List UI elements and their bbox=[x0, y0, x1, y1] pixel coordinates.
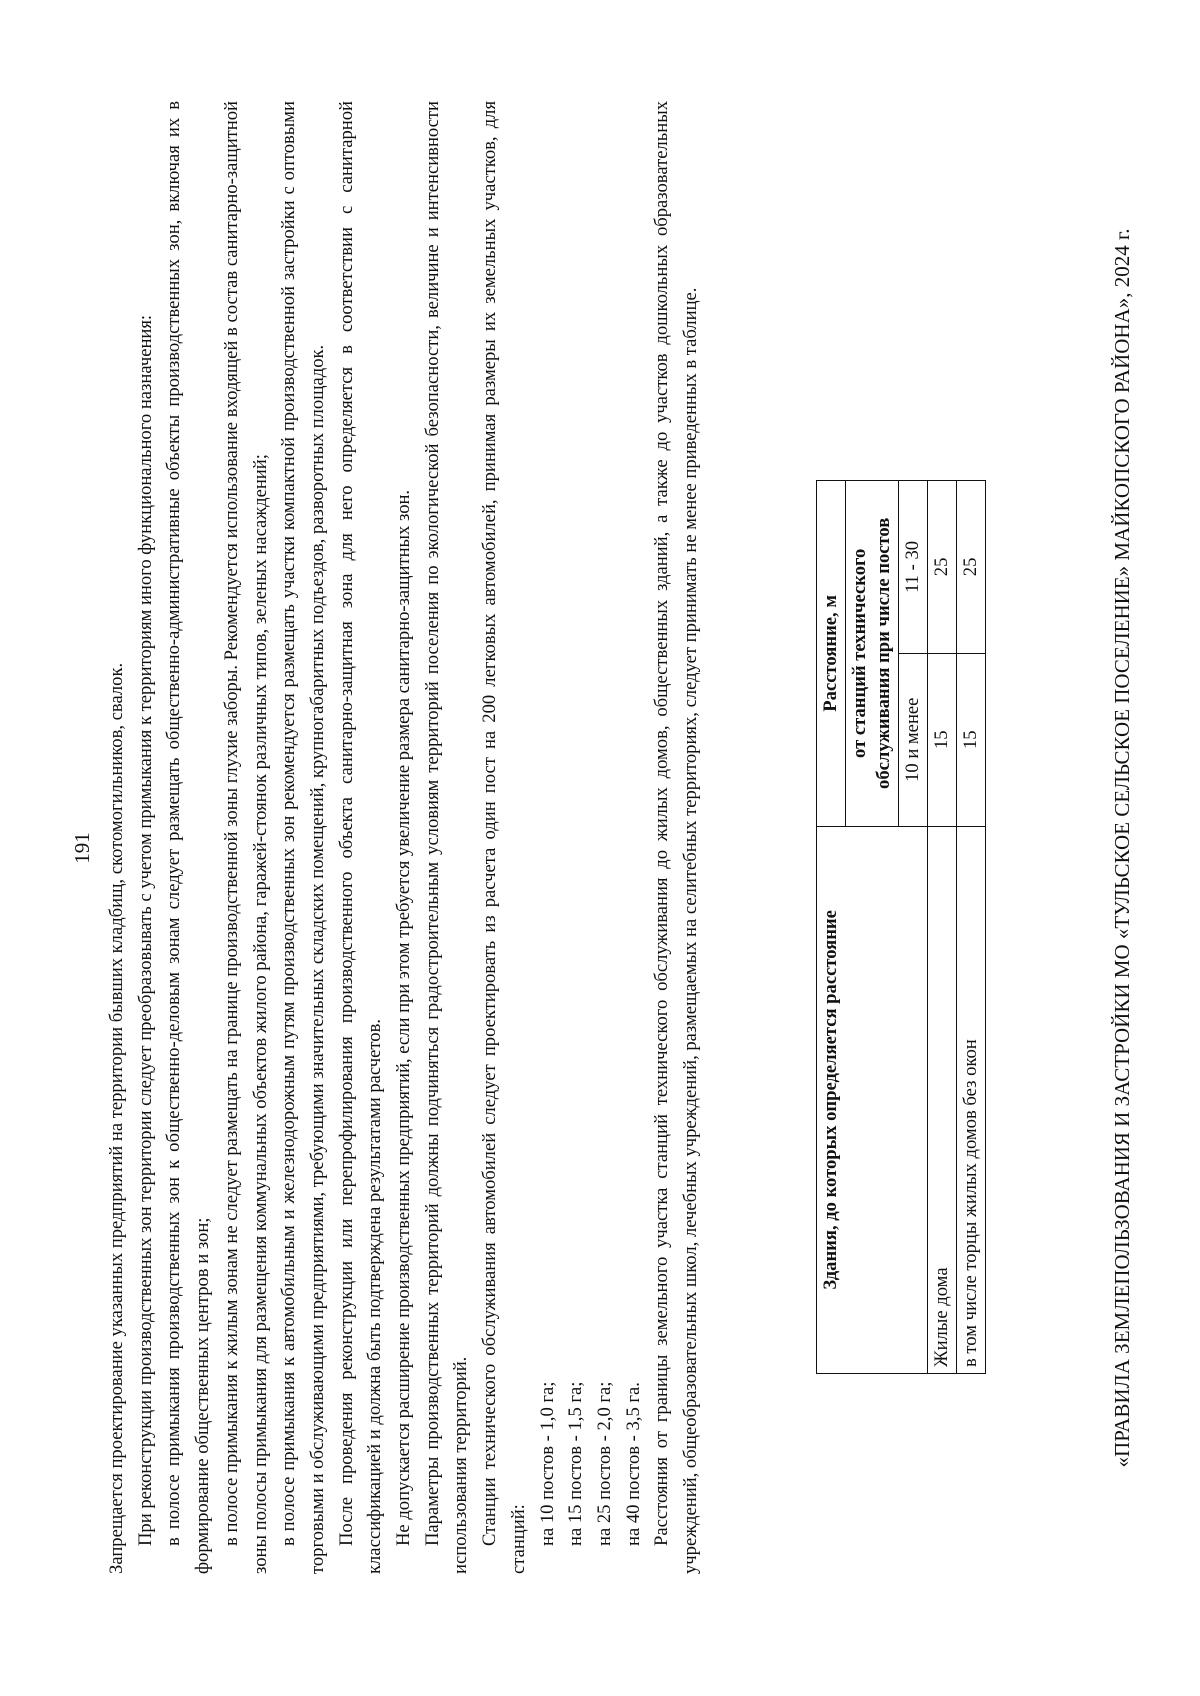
distance-table bbox=[816, 480, 986, 1374]
paragraph: После проведения реконструкции или перепрофилирования производственного объекта санитарно-защитная зона для него определяется в соответствии с санитарной классификацией и должна быть подтверждена результатами расчетов. bbox=[335, 101, 386, 1574]
table-row bbox=[928, 481, 957, 1374]
table-row bbox=[957, 481, 986, 1374]
paragraph: Расстояния от границы земельного участка станций технического обслуживания до жилых домов, общественных зданий, а также до участков дошкольных образовательных учреждений, общеобразовательных школ, лечебных учреждений, размещаемых на селитебных территориях, следует принимать не менее приведенных в таблице. bbox=[651, 101, 702, 1574]
paragraph: Станции технического обслуживания автомобилей следует проектировать из расчета один пост на 200 легковых автомобилей, принимая размеры их земельных участков, для станций: bbox=[479, 101, 529, 1574]
table-header-sub: от станций технического обслуживания при числе постов bbox=[846, 481, 899, 827]
table-cell: Жилые дома bbox=[928, 826, 957, 1373]
table-header-buildings: Здания, до которых определяется расстояние bbox=[817, 826, 928, 1373]
list-item: на 10 постов - 1,0 га; bbox=[536, 1381, 558, 1546]
table-header-11-30: 11 - 30 bbox=[899, 481, 928, 654]
paragraph: Запрещается проектирование указанных предприятий на территории бывших кладбищ, скотомогильников, свалок. bbox=[106, 662, 127, 1574]
table-cell: 25 bbox=[928, 481, 957, 654]
document-body bbox=[103, 101, 706, 1574]
table-header-10: 10 и менее bbox=[899, 653, 928, 826]
list-item: на 25 постов - 2,0 га; bbox=[593, 1381, 615, 1546]
paragraph: в полосе примыкания производственных зон к общественно-деловым зонам следует размещать общественно-административные объекты производственных зон, включая их в формирование общественных центров и зон; bbox=[163, 101, 214, 1574]
paragraph: Параметры производственных территорий должны подчиняться градостроительным условиям территорий поселения по экологической безопасности, величине и интенсивности использования территорий. bbox=[421, 101, 472, 1574]
paragraph: Не допускается расширение производственных предприятий, если при этом требуется увеличение размера санитарно-защитных зон. bbox=[393, 489, 415, 1546]
page-number: 191 bbox=[70, 832, 94, 864]
paragraph: в полосе примыкания к автомобильным и железнодорожным путям производственных зон рекомендуется размещать участки компактной производственной застройки с оптовыми торговыми и обслуживающими предприятиями, требующими значительных складских помещений, крупногабаритных подъездов, разворотных площадок. bbox=[278, 101, 328, 1574]
document-footer: «ПРАВИЛА ЗЕМЛЕПОЛЬЗОВАНИЯ И ЗАСТРОЙКИ МО «ТУЛЬСКОЕ СЕЛЬСКОЕ ПОСЕЛЕНИЕ» МАЙКОПСКОГО РАЙОНА», 2024 г. bbox=[1110, 228, 1134, 1468]
table-cell: 25 bbox=[957, 481, 986, 654]
paragraph: в полосе примыкания к жилым зонам не следует размещать на границе производственной зоны глухие заборы. Рекомендуется использование входящей в состав санитарно-защитной зоны полосы примыкания для размещения коммунальных объектов жилого района, гаражей-стоянок различных типов, зеленых насаждений; bbox=[220, 101, 271, 1574]
list-item: на 40 постов - 3,5 га. bbox=[622, 1382, 644, 1546]
table-cell: в том числе торцы жилых домов без окон bbox=[957, 826, 986, 1373]
table-header-distance: Расстояние, м bbox=[817, 481, 846, 827]
paragraph: При реконструкции производственных зон территории следует преобразовывать с учетом примыкания к территориям иного функционального назначения: bbox=[134, 314, 156, 1546]
list-item: на 15 постов - 1,5 га; bbox=[565, 1381, 587, 1546]
table-cell: 15 bbox=[928, 653, 957, 826]
table-cell: 15 bbox=[957, 653, 986, 826]
